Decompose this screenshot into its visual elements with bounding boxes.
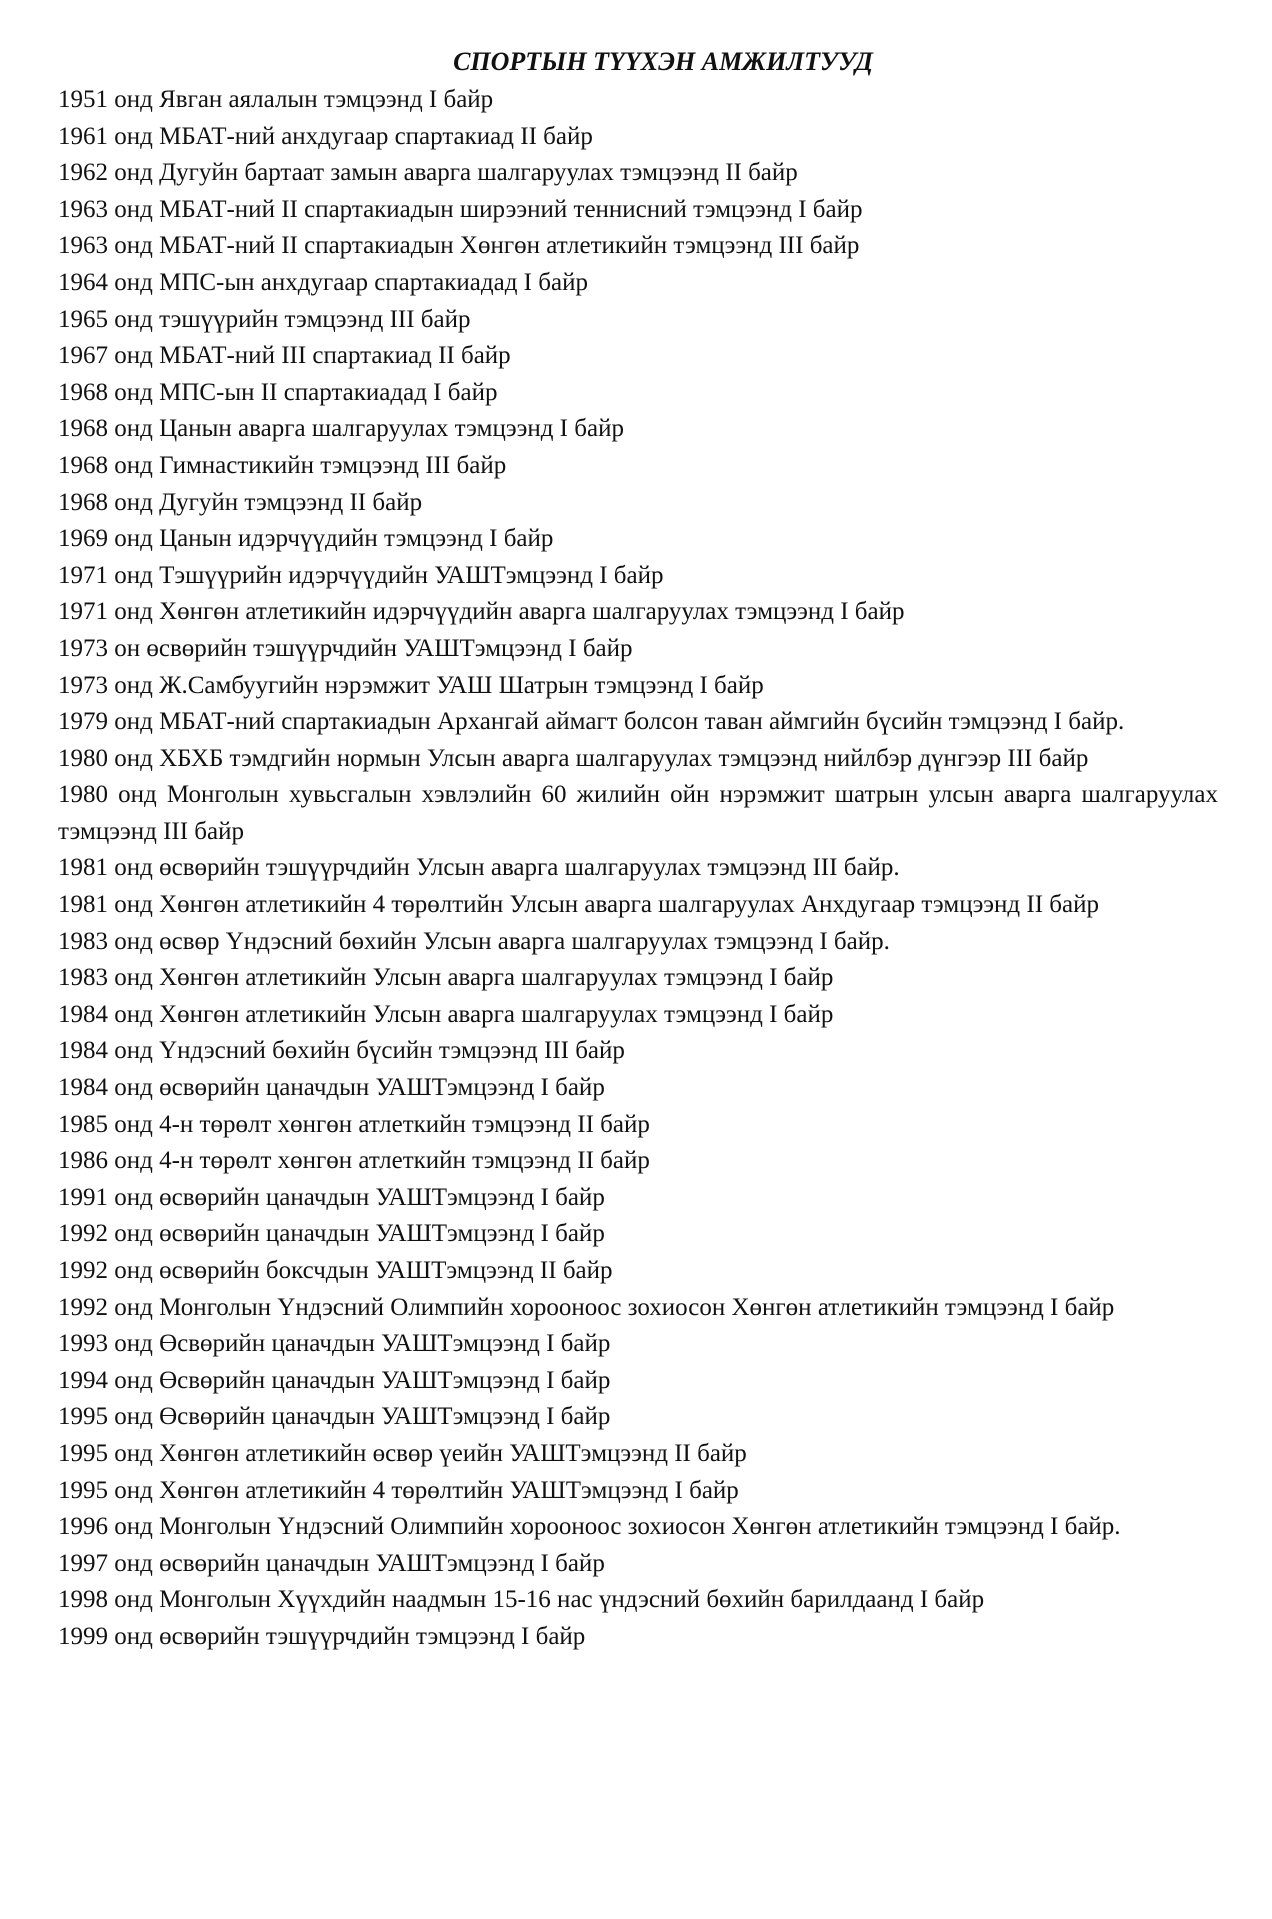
list-item: 1995 онд Хөнгөн атлетикийн 4 төрөлтийн УАШТэмцээнд I байр [58,1476,739,1504]
list-item: 1971 онд Хөнгөн атлетикийн идэрчүүдийн аварга шалгаруулах тэмцээнд I байр [58,598,905,626]
list-item: 1993 онд Өсвөрийн цаначдын УАШТэмцээнд I байр [58,1330,611,1358]
list-item: 1973 онд Ж.Самбуугийн нэрэмжит УАШ Шатрын тэмцээнд I байр [58,671,764,699]
list-item: 1965 онд тэшүүрийн тэмцээнд III байр [58,305,471,333]
list-item: 1968 онд Гимнастикийн тэмцээнд III байр [58,451,507,479]
list-item: 1998 онд Монголын Хүүхдийн наадмын 15-16 нас үндэсний бөхийн барилдаанд I байр [58,1586,985,1614]
list-item: 1992 онд өсвөрийн боксчдын УАШТэмцээнд II байр [58,1257,613,1284]
list-item: 1981 онд Хөнгөн атлетикийн 4 төрөлтийн Улсын аварга шалгаруулах Анхдугаар тэмцээнд II байр [58,891,1099,919]
list-item: 1984 онд Үндэсний бөхийн бүсийн тэмцээнд III байр [58,1037,625,1065]
list-item: 1973 он өсвөрийн тэшүүрчдийн УАШТэмцээнд I байр [58,634,633,662]
list-item: 1992 онд Монголын Үндэсний Олимпийн хорооноос зохиосон Хөнгөн атлетикийн тэмцээнд I байр [58,1293,1115,1321]
page-title: СПОРТЫН ТҮҮХЭН АМЖИЛТУУД [453,47,873,76]
list-item: 1991 онд өсвөрийн цаначдын УАШТэмцээнд I байр [58,1183,605,1211]
list-item: 1994 онд Өсвөрийн цаначдын УАШТэмцээнд I байр [58,1366,611,1394]
list-item: 1969 онд Цанын идэрчүүдийн тэмцээнд I байр [58,525,554,553]
document-page [58,44,1218,1656]
list-item: 1963 онд МБАТ-ний II спартакиадын ширээний теннисний тэмцээнд I байр [58,195,863,223]
list-item: 1997 онд өсвөрийн цаначдын УАШТэмцээнд I байр [58,1549,605,1577]
list-item: 1979 онд МБАТ-ний спартакиадын Архангай аймагт болсон таван аймгийн бүсийн тэмцээнд I байр. [58,708,1125,736]
list-item: 1968 онд МПС-ын II спартакиадад I байр [58,378,498,406]
list-item: 1964 онд МПС-ын анхдугаар спартакиадад I байр [58,268,588,296]
list-item: 1967 онд МБАТ-ний III спартакиад II байр [58,342,511,370]
list-item: 1971 онд Тэшүүрийн идэрчүүдийн УАШТэмцээнд I байр [58,561,664,589]
list-item: 1984 онд өсвөрийн цаначдын УАШТэмцээнд I байр [58,1074,605,1102]
list-item: 1983 онд өсвөр Үндэсний бөхийн Улсын аварга шалгаруулах тэмцээнд I байр. [58,927,890,955]
list-item: 1968 онд Цанын аварга шалгаруулах тэмцээнд I байр [58,415,624,443]
achievements-list [58,82,1218,1656]
list-item: 1962 онд Дугуйн бартаат замын аварга шалгаруулах тэмцээнд II байр [58,159,798,187]
list-item: 1996 онд Монголын Үндэсний Олимпийн хорооноос зохиосон Хөнгөн атлетикийн тэмцээнд I байр. [58,1513,1121,1541]
list-item: 1995 онд Өсвөрийн цаначдын УАШТэмцээнд I байр [58,1403,611,1431]
list-item: 1986 онд 4-н төрөлт хөнгөн атлеткийн тэмцээнд II байр [58,1147,650,1175]
list-item: 1995 онд Хөнгөн атлетикийн өсвөр үеийн УАШТэмцээнд II байр [58,1439,747,1467]
list-item: 1961 онд МБАТ-ний анхдугаар спартакиад II байр [58,122,593,150]
list-item: 1992 онд өсвөрийн цаначдын УАШТэмцээнд I байр [58,1220,605,1248]
list-item: 1980 онд Монголын хувьсгалын хэвлэлийн 60 жилийн ойн нэрэмжит шатрын улсын аварга шалгаруулах тэмцээнд III байр [58,781,1218,845]
list-item: 1999 онд өсвөрийн тэшүүрчдийн тэмцээнд I байр [58,1622,586,1650]
list-item: 1981 онд өсвөрийн тэшүүрчдийн Улсын аварга шалгаруулах тэмцээнд III байр. [58,854,900,882]
list-item: 1968 онд Дугуйн тэмцээнд II байр [58,488,423,516]
list-item: 1985 онд 4-н төрөлт хөнгөн атлеткийн тэмцээнд II байр [58,1110,650,1138]
list-item: 1984 онд Хөнгөн атлетикийн Улсын аварга шалгаруулах тэмцээнд I байр [58,1000,834,1028]
list-item: 1983 онд Хөнгөн атлетикийн Улсын аварга шалгаруулах тэмцээнд I байр [58,964,834,992]
list-item: 1951 онд Явган аялалын тэмцээнд I байр [58,86,494,113]
list-item: 1980 онд ХБХБ тэмдгийн нормын Улсын аварга шалгаруулах тэмцээнд нийлбэр дүнгээр III байр [58,744,1089,772]
list-item: 1963 онд МБАТ-ний II спартакиадын Хөнгөн атлетикийн тэмцээнд III байр [58,232,860,260]
